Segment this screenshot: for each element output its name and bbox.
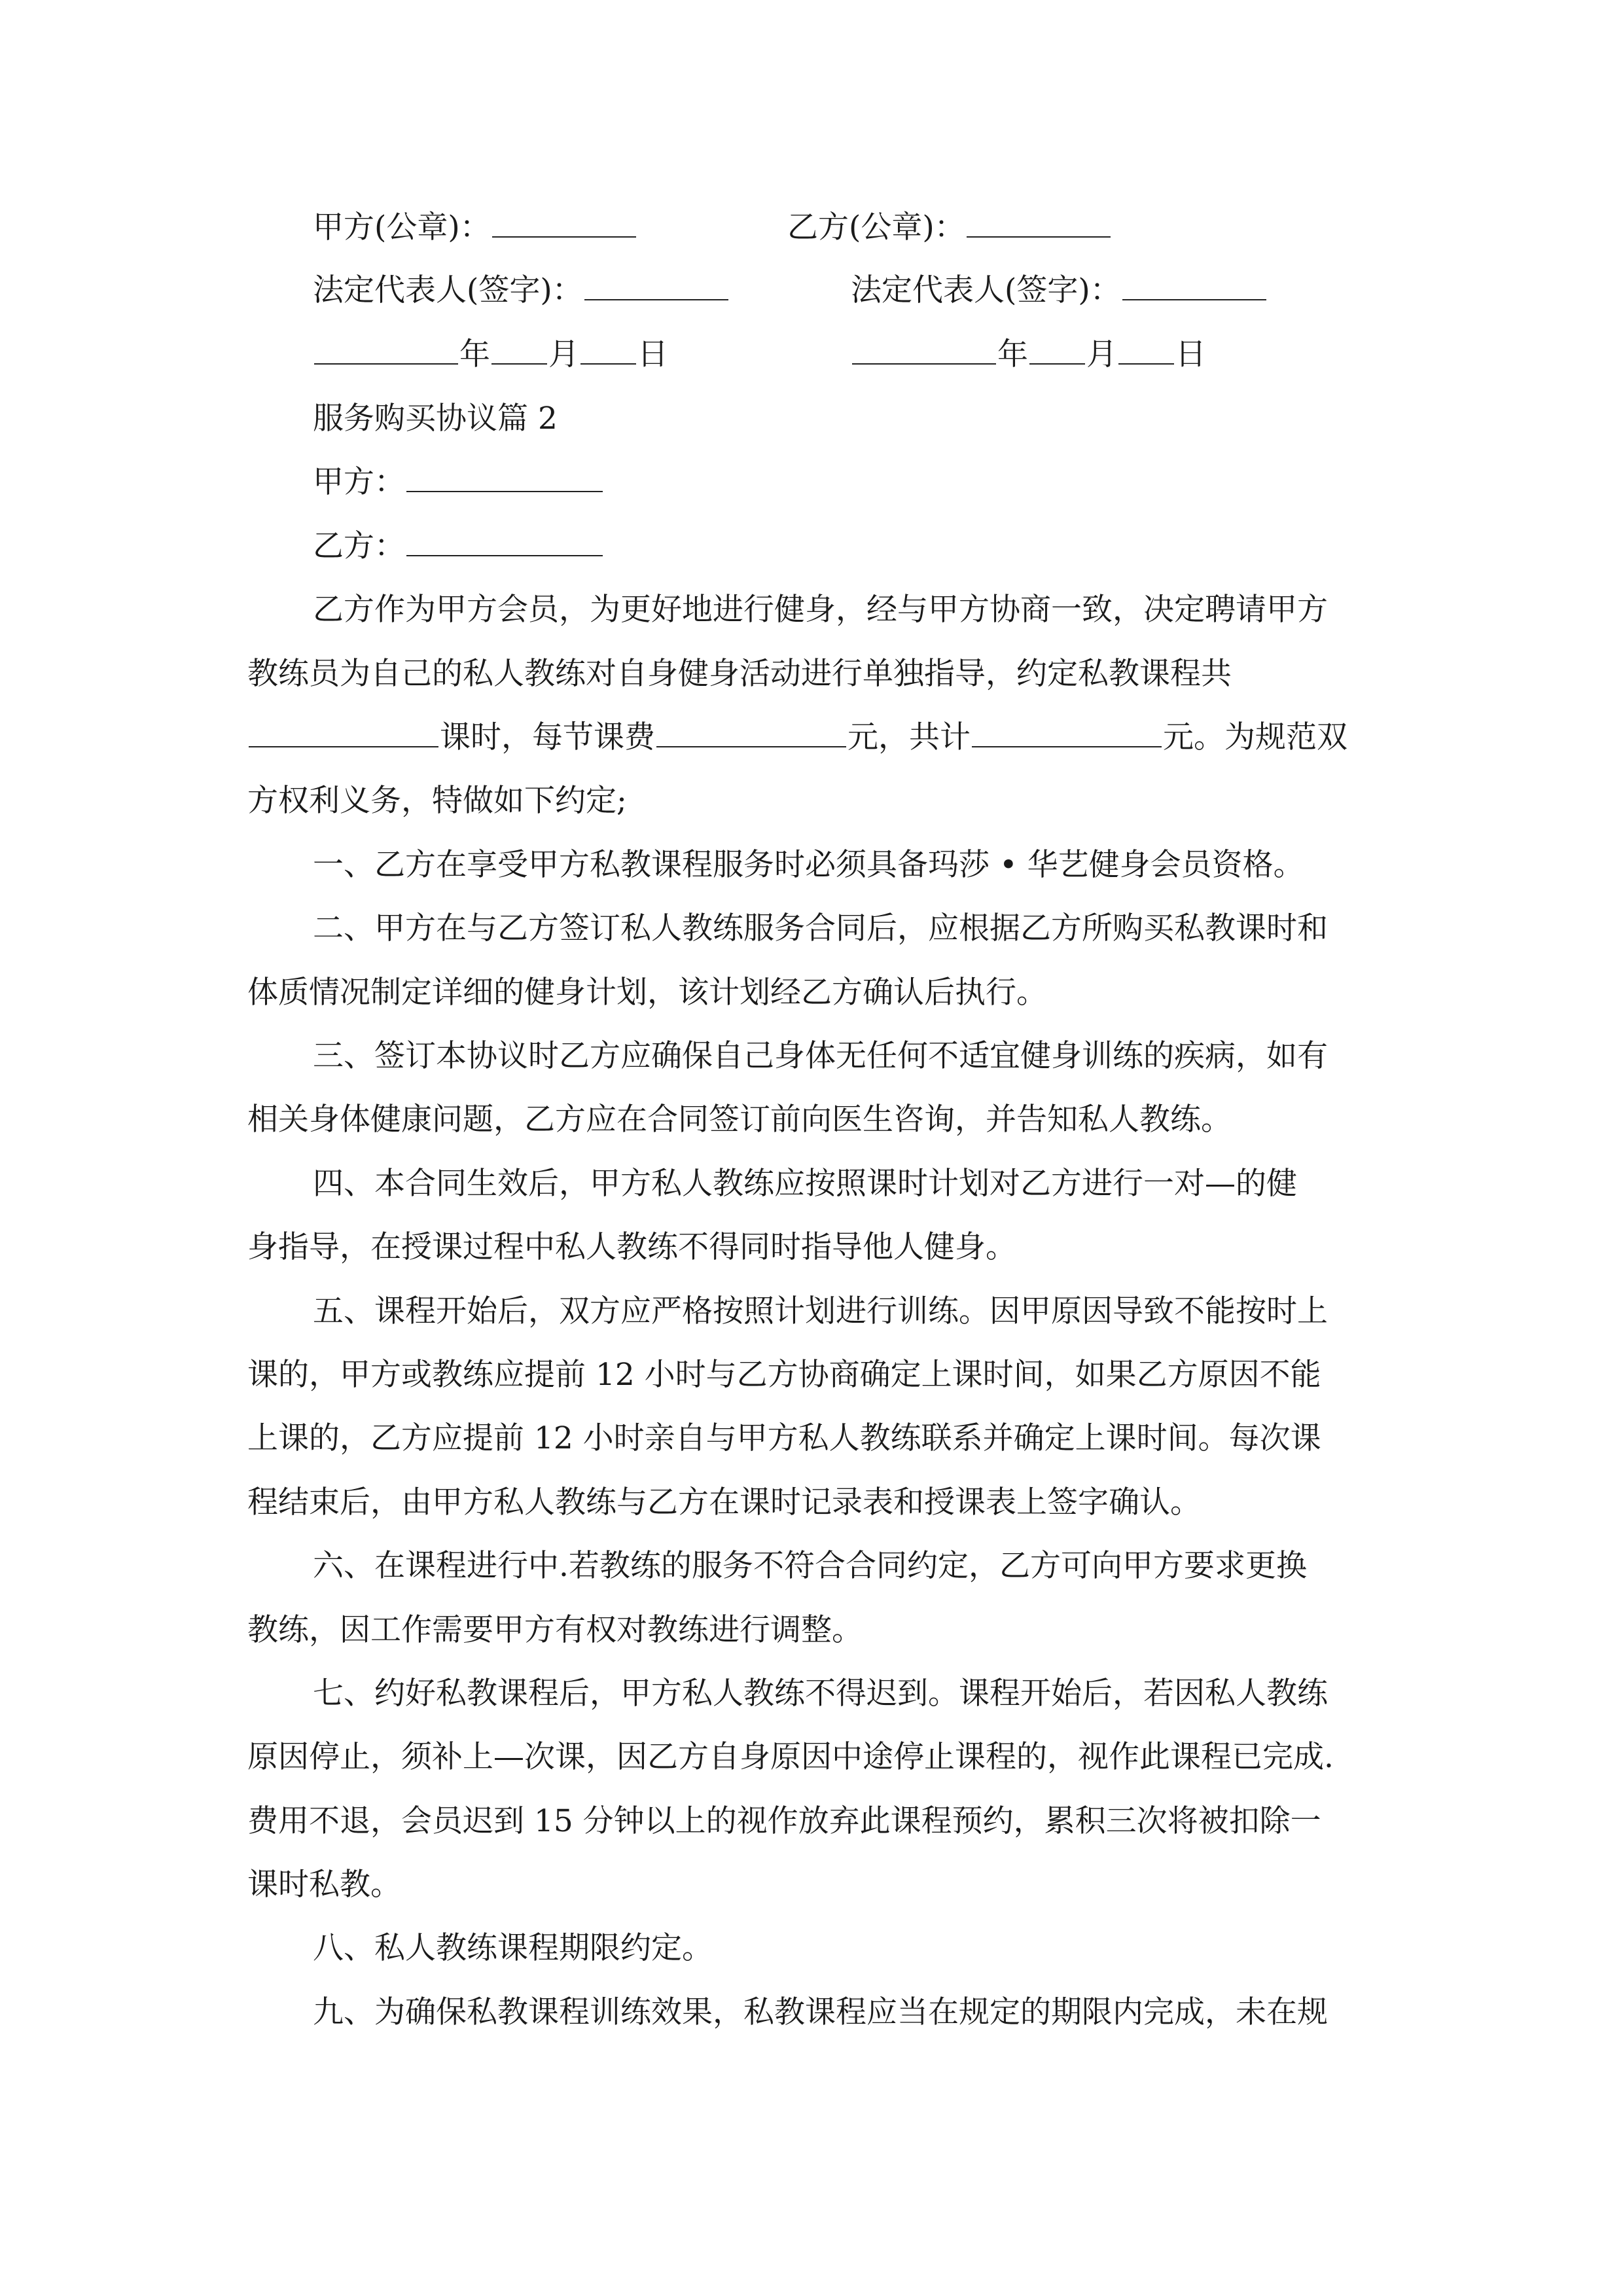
clause-7-line-2: 原因停止，须补上—次课，因乙方自身原因中途停止课程的，视作此课程已完成. (247, 1739, 1334, 1775)
intro-line-2: 教练员为自己的私人教练对自身健身活动进行单独指导，约定私教课程共 (247, 656, 1232, 692)
party-a-rep-line (313, 271, 730, 310)
party-b-year-blank[interactable] (852, 337, 996, 365)
clause-9-line-1: 九、为确保私教课程训练效果，私教课程应当在规定的期限内完成，未在规 (313, 1994, 1328, 2030)
party-b-date-line (851, 335, 1206, 374)
intro-line-4: 方权利义务，特做如下约定; (247, 783, 627, 819)
intro-line-1: 乙方作为甲方会员，为更好地进行健身，经与甲方协商一致，决定聘请甲方 (313, 592, 1328, 628)
clause-7-line-4: 课时私教。 (247, 1867, 401, 1903)
intro-l3b: 元，共计 (847, 719, 971, 755)
clause-6-line-2: 教练，因工作需要甲方有权对教练进行调整。 (247, 1612, 863, 1648)
party-b-rep-blank[interactable] (1122, 273, 1266, 300)
clause-5-line-3: 上课的，乙方应提前 12 小时亲自与甲方私人教练联系并确定上课时间。每次课 (247, 1420, 1321, 1456)
clause-7-line-3: 费用不退，会员迟到 15 分钟以上的视作放弃此课程预约，累积三次将被扣除一 (247, 1803, 1321, 1839)
party-a-line (313, 463, 604, 502)
party-a-month-blank[interactable] (491, 337, 547, 365)
clause-5-line-4: 程结束后，由甲方私人教练与乙方在课时记录表和授课表上签字确认。 (247, 1484, 1201, 1520)
party-a-day-blank[interactable] (580, 337, 636, 365)
party-b-rep-label: 法定代表人(签字)： (851, 272, 1121, 308)
party-b-month-blank[interactable] (1029, 337, 1085, 365)
party-b-line (313, 527, 604, 566)
clause-8-line-1: 八、私人教练课程期限约定。 (313, 1930, 713, 1966)
party-a-seal-blank[interactable] (492, 210, 636, 238)
party-b-label: 乙方： (313, 528, 405, 564)
year-label: 年 (997, 336, 1028, 372)
clause-7-line-1: 七、约好私教课程后，甲方私人教练不得迟到。课程开始后，若因私人教练 (313, 1676, 1328, 1712)
party-a-label: 甲方： (313, 464, 405, 500)
clause-2-line-2: 体质情况制定详细的健身计划，该计划经乙方确认后执行。 (247, 975, 1047, 1011)
clause-5-line-2: 课的，甲方或教练应提前 12 小时与乙方协商确定上课时间，如果乙方原因不能 (247, 1357, 1321, 1393)
clause-3-line-2: 相关身体健康问题，乙方应在合同签订前向医生咨询，并告知私人教练。 (247, 1102, 1232, 1138)
party-b-seal-label: 乙方(公章)： (787, 209, 965, 245)
party-b-blank[interactable] (406, 529, 603, 556)
party-a-rep-blank[interactable] (584, 273, 728, 300)
intro-l3c: 元。为规范双 (1163, 719, 1347, 755)
day-label: 日 (1175, 336, 1206, 372)
party-b-rep-line (851, 271, 1268, 310)
party-a-rep-label: 法定代表人(签字)： (313, 272, 583, 308)
party-a-seal-label: 甲方(公章)： (313, 209, 491, 245)
party-b-seal-blank[interactable] (967, 210, 1111, 238)
day-label: 日 (637, 336, 668, 372)
hours-blank[interactable] (249, 720, 438, 747)
intro-l3a: 课时，每节课费 (440, 719, 655, 755)
intro-line-3 (247, 718, 1347, 757)
clause-3-line-1: 三、签订本协议时乙方应确保自己身体无任何不适宜健身训练的疾病，如有 (313, 1038, 1328, 1074)
party-b-day-blank[interactable] (1118, 337, 1174, 365)
clause-4-line-2: 身指导，在授课过程中私人教练不得同时指导他人健身。 (247, 1229, 1016, 1265)
total-blank[interactable] (972, 720, 1162, 747)
clause-6-line-1: 六、在课程进行中.若教练的服务不符合合同约定，乙方可向甲方要求更换 (313, 1548, 1307, 1584)
party-b-seal-line (787, 208, 1112, 247)
party-a-blank[interactable] (406, 465, 603, 492)
party-a-year-blank[interactable] (314, 337, 458, 365)
clause-1-line-1: 一、乙方在享受甲方私教课程服务时必须具备玛莎 • 华艺健身会员资格。 (313, 847, 1304, 883)
clause-5-line-1: 五、课程开始后，双方应严格按照计划进行训练。因甲原因导致不能按时上 (313, 1293, 1328, 1329)
clause-2-line-1: 二、甲方在与乙方签订私人教练服务合同后，应根据乙方所购买私教课时和 (313, 910, 1328, 946)
section-heading: 服务购买协议篇 2 (313, 401, 558, 437)
clause-4-line-1: 四、本合同生效后，甲方私人教练应按照课时计划对乙方进行一对—的健 (313, 1166, 1297, 1202)
party-a-seal-line (313, 208, 637, 247)
party-a-date-line (313, 335, 668, 374)
month-label: 月 (1086, 336, 1117, 372)
fee-blank[interactable] (656, 720, 846, 747)
year-label: 年 (459, 336, 490, 372)
month-label: 月 (548, 336, 579, 372)
